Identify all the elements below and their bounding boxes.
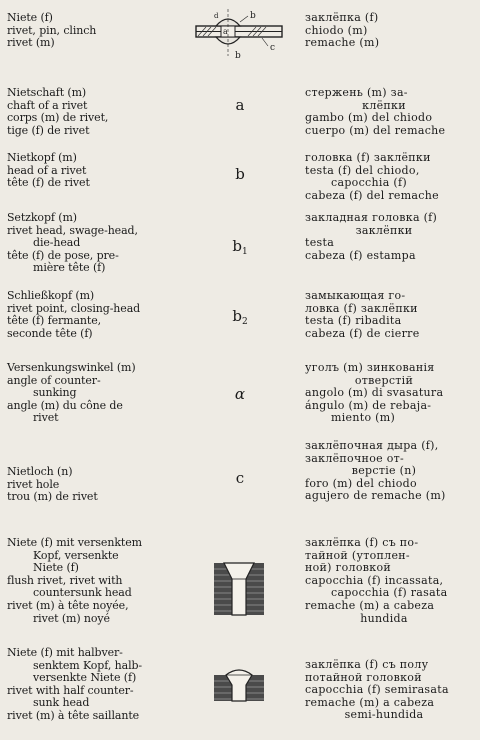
term-ru: верстіе (n) (351, 464, 417, 478)
half-countersunk-rivet-figure (212, 667, 266, 703)
symbol-letter: b (232, 237, 242, 255)
term-de: senktem Kopf, halb- (33, 658, 143, 672)
term-fr: tête (f) fermante, (7, 314, 102, 328)
term-ru: клёпки (362, 98, 406, 112)
term-it: testa (f) del chiodo, (305, 163, 420, 177)
term-it: angolo (m) di svasatura (305, 386, 444, 400)
term-ru: потайной головкой (305, 670, 422, 684)
term-ru: стержень (m) за- (305, 86, 408, 99)
entry-left-terms (7, 152, 177, 190)
term-de: Niete (f) mit halbver- (7, 646, 123, 659)
figure-label: c (270, 43, 276, 53)
entry-right-terms (305, 362, 477, 425)
term-it: capocchia (f) (331, 176, 407, 190)
term-ru: ловка (f) заклёпки (305, 301, 418, 315)
term-fr: angle (m) du cône de (7, 398, 123, 412)
term-ru: ной) головкой (305, 561, 391, 575)
term-en: angle of counter- (7, 373, 101, 387)
entry-right-terms (305, 659, 477, 722)
symbol-letter: b (232, 307, 242, 325)
term-de: Nietloch (n) (7, 465, 73, 478)
term-de: Versenkungswinkel (m) (7, 361, 136, 374)
term-fr: seconde tête (f) (7, 326, 93, 340)
entry-symbol: b (235, 165, 245, 183)
term-ru: заклёпки (355, 223, 413, 237)
term-ru: отверстій (354, 373, 414, 387)
term-en: countersunk head (33, 586, 132, 600)
term-it: testa (305, 236, 335, 250)
term-en: sunk head (33, 696, 90, 710)
figure-label: b (250, 11, 256, 21)
term-it: capocchia (f) rasata (331, 586, 448, 600)
term-it: capocchia (f) incassata, (305, 573, 444, 587)
term-en: rivet hole (7, 477, 60, 491)
term-ru: заклёпка (f) съ полу (305, 658, 429, 671)
entry-right-terms (305, 87, 477, 137)
term-fr: tête (f) de rivet (7, 176, 90, 190)
term-ru: заклёпка (f) съ по- (305, 536, 419, 549)
term-es: hundida (360, 611, 408, 625)
term-de: Niete (f) mit versenktem (7, 536, 142, 549)
figure-label: d (214, 12, 219, 20)
entry-symbol: α (234, 385, 246, 403)
entry-left-terms (7, 466, 177, 504)
term-fr: tête (f) de pose, pre- (7, 248, 119, 262)
entry-symbol (200, 238, 280, 260)
term-es: cabeza (f) de cierre (305, 326, 420, 340)
term-es: miento (m) (331, 411, 396, 425)
term-fr: rivet (m) noyé (33, 611, 110, 625)
entry-left-terms (7, 537, 177, 625)
entry-left-terms (7, 87, 177, 137)
entry-left-terms (7, 12, 177, 50)
term-es: semi-hundida (344, 708, 424, 722)
term-it: testa (f) ribadita (305, 314, 402, 328)
symbol-subscript: 2 (241, 317, 248, 327)
entry-left-terms (7, 362, 177, 425)
term-it: gambo (m) del chiodo (305, 111, 433, 125)
figure-label: b (235, 51, 241, 61)
term-ru: закладная головка (f) (305, 211, 438, 224)
term-es: remache (m) a cabeza (305, 695, 435, 709)
term-es: cuerpo (m) del remache (305, 123, 446, 137)
term-ru: головка (f) заклёпки (305, 151, 431, 164)
term-it: capocchia (f) semirasata (305, 683, 449, 697)
entry-left-terms (7, 212, 177, 275)
term-en: sunking (33, 386, 77, 400)
term-es: cabeza (f) del remache (305, 188, 439, 202)
term-fr: rivet (m) à tête saillante (7, 708, 140, 722)
entry-left-terms (7, 647, 177, 723)
term-es: cabeza (f) estampa (305, 248, 416, 262)
term-ru: заклёпочная дыра (f), (305, 439, 439, 452)
entry-right-terms (305, 440, 477, 503)
term-de: Nietkopf (m) (7, 151, 77, 164)
entry-right-terms (305, 152, 477, 202)
term-es: agujero de remache (m) (305, 489, 446, 503)
figure-label: a (223, 27, 228, 36)
term-ru: заклёпка (f) (305, 11, 379, 24)
term-de: Niete (f) (7, 11, 53, 24)
term-en: rivet, pin, clinch (7, 23, 97, 37)
term-de: Schließkopf (m) (7, 289, 95, 302)
term-fr: tige (f) de rivet (7, 123, 90, 137)
term-de: versenkte Niete (f) (33, 671, 137, 685)
term-de: Kopf, versenkte (33, 548, 119, 562)
entry-symbol: c (235, 469, 245, 487)
countersunk-rivet-figure (212, 561, 266, 617)
term-en: chaft of a rivet (7, 98, 88, 112)
entry-right-terms (305, 537, 477, 625)
entry-right-terms (305, 290, 477, 340)
term-fr: mière tête (f) (33, 261, 106, 275)
symbol-subscript: 1 (241, 247, 248, 257)
term-en: rivet with half counter- (7, 683, 134, 697)
term-it: chiodo (m) (305, 23, 368, 37)
term-fr: trou (m) de rivet (7, 490, 98, 504)
term-es: ángulo (m) de rebaja- (305, 398, 432, 412)
entry-left-terms (7, 290, 177, 340)
entry-symbol: a (235, 96, 245, 114)
term-en: die-head (33, 236, 81, 250)
term-es: remache (m) a cabeza (305, 598, 435, 612)
term-en: rivet head, swage-head, (7, 223, 138, 237)
entry-right-terms (305, 212, 477, 262)
rivet-joint-figure (192, 6, 292, 62)
term-fr: corps (m) de rivet, (7, 111, 109, 125)
term-en: head of a rivet (7, 163, 87, 177)
term-ru: замыкающая го- (305, 289, 406, 302)
entry-symbol (200, 308, 280, 330)
term-de: Setzkopf (m) (7, 211, 77, 224)
term-ru: заклёпочное от- (305, 451, 405, 465)
term-de: Niete (f) (33, 561, 79, 575)
term-en: rivet point, closing-head (7, 301, 141, 315)
term-fr: rivet (33, 411, 59, 425)
term-fr: rivet (m) à tête noyée, (7, 598, 129, 612)
term-de: Nietschaft (m) (7, 86, 87, 99)
entry-right-terms (305, 12, 477, 50)
term-es: remache (m) (305, 36, 380, 50)
term-ru: тайной (утоплен- (305, 548, 410, 562)
term-it: foro (m) del chiodo (305, 476, 417, 490)
term-en: flush rivet, rivet with (7, 573, 123, 587)
term-fr: rivet (m) (7, 36, 55, 50)
term-ru: уголъ (m) зинкованія (305, 361, 435, 374)
